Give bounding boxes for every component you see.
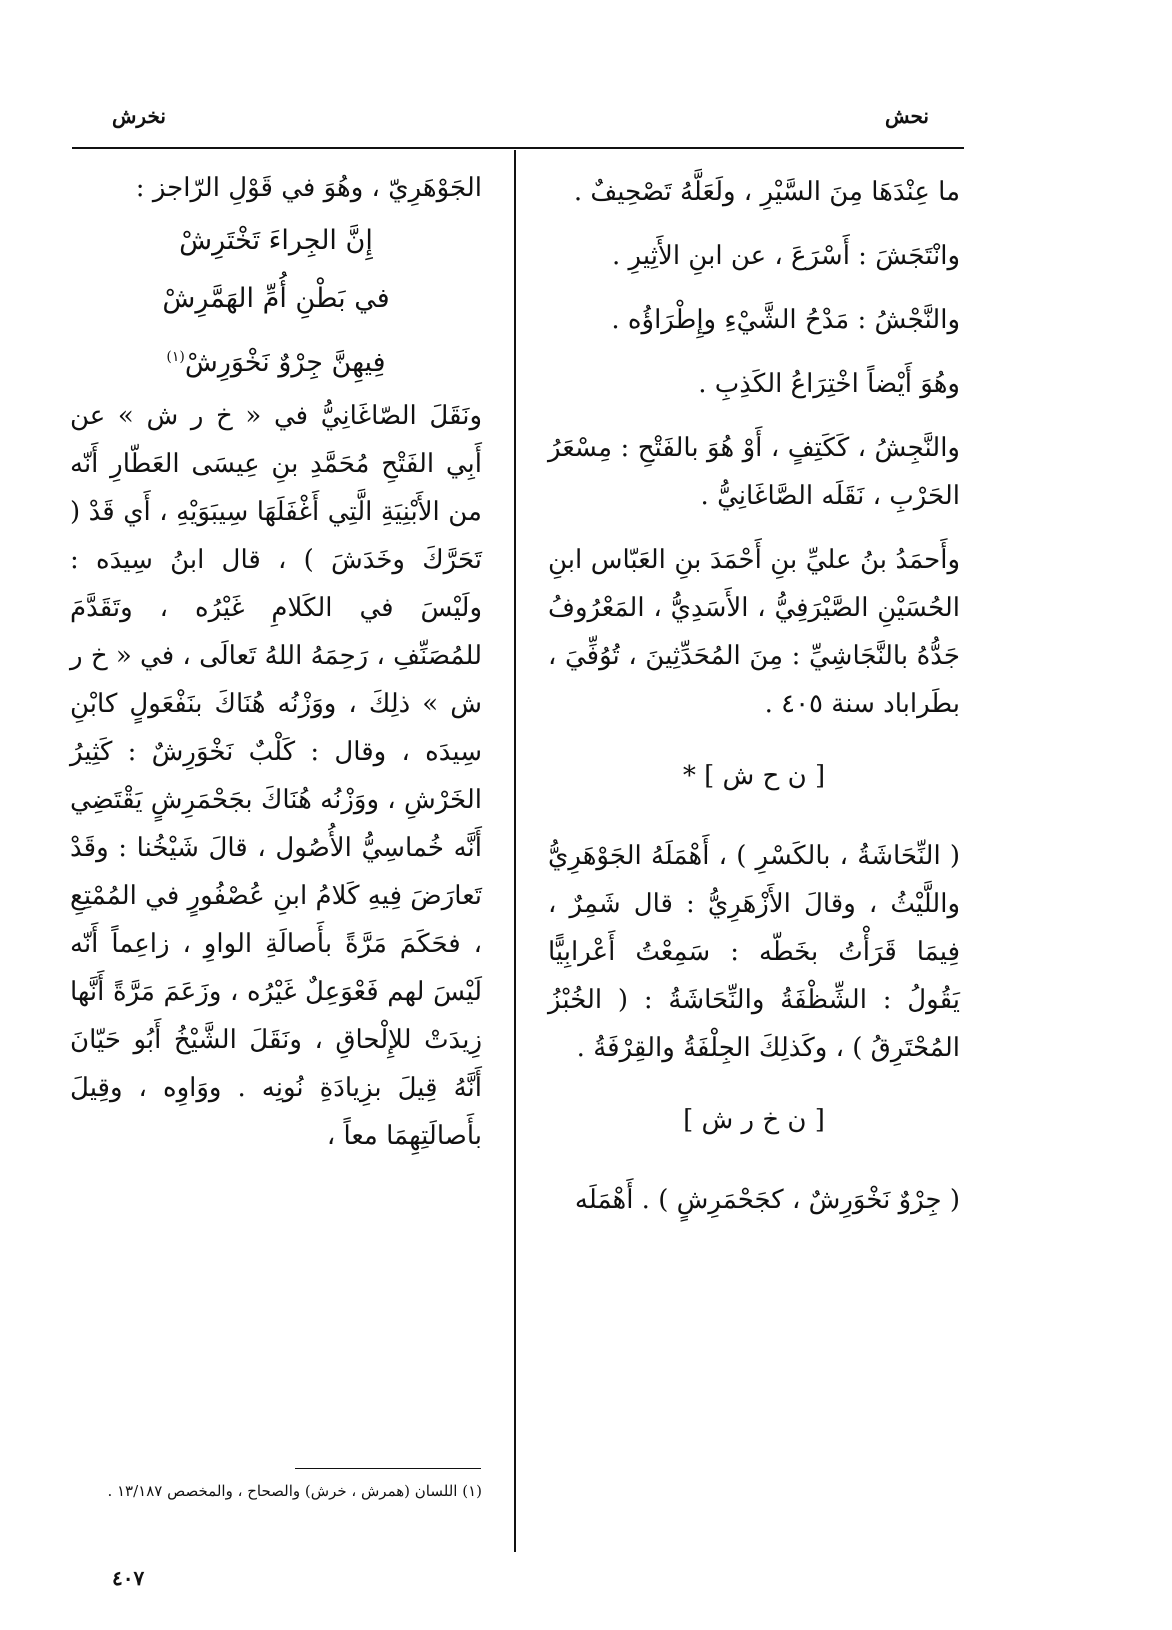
root-heading-nkhrsh: [ ن خ ر ش ] <box>683 1105 825 1135</box>
header-rule <box>72 147 964 149</box>
footnote: (١) اللسان (همرش ، خرش) والصحاح ، والمخصص ١٣/١٨٧ . <box>107 1482 482 1500</box>
entry-paragraph: ما عِنْدَهَا مِنَ السَّيْرِ ، ولَعَلَّهُ تَصْحِيفٌ . <box>573 177 960 207</box>
footnote-marker: (١) <box>166 349 185 365</box>
entry-paragraph: وانْتَجَشَ : أَسْرَعَ ، عن ابنِ الأَثِيرِ . <box>612 241 960 271</box>
verse-line: إِنَّ الجِراءَ تَخْتَرِشْ <box>179 225 373 256</box>
entry-paragraph: الجَوْهَرِيّ ، وهُوَ في قَوْلِ الرّاجز : <box>135 173 482 203</box>
verse-line: في بَطْنِ أُمِّ الهَمَّرِشْ <box>162 283 390 314</box>
entry-paragraph: والنَّجِشُ ، كَكَتِفٍ ، أَوْ هُوَ بالفَتْحِ : مِسْعَرُ الحَرْبِ ، نَقَلَه الصَّاغَانِيُّ . <box>548 433 960 511</box>
root-heading-nhsh: [ ن ح ش ] * <box>682 761 826 791</box>
left-column <box>70 164 482 1160</box>
column-divider <box>514 150 516 1552</box>
entry-paragraph: ونَقَلَ الصّاغَانِيُّ في « خ ر ش » عن أَبِي الفَتْحِ مُحَمَّدِ بنِ عِيسَى العَطّارِ أَنّه من الأَبْنِيَةِ الَّتِي أَغْفَلَهَا سِيبَوَيْهِ ، أَي قَدْ ( تَحَرَّكَ وخَدَشَ ) ، قال ابنُ سِيدَه : ولَيْسَ في الكَلامِ غَيْرُه ، وتَقَدَّمَ للمُصَنِّفِ ، رَحِمَهُ اللهُ تَعالَى ، في « خ ر ش » ذلِكَ ، ووَزْنُه هُنَاكَ بنَفْعَولٍ كابْنِ سِيدَه ، وقال : كَلْبٌ نَخْوَرِشٌ : كَثِيرُ الخَرْشِ ، ووَزْنُه هُنَاكَ بجَحْمَرِشٍ يَقْتَضِي أَنَّه خُماسِيُّ الأُصُول ، قالَ شَيْخُنا : وقَدْ تَعارَضَ فِيهِ كَلامُ ابنِ عُصْفُورٍ في المُمْتِعِ ، فحَكَمَ مَرَّةً بأَصالَةِ الواوِ ، زاعِماً أَنّه لَيْسَ لهم فَعْوَعِلٌ غَيْرُه ، وزَعَمَ مَرَّةً أَنَّها زِيدَتْ للإِلْحاقِ ، ونَقَلَ الشَّيْخُ أَبُو حَيّانَ أَنَّهُ قِيلَ بزِيادَةِ نُونِه . ووَاوِه ، وقِيلَ بأَصالَتِهِمَا معاً ، <box>70 401 482 1151</box>
page-number: ٤٠٧ <box>112 1566 145 1590</box>
footnote-rule <box>295 1468 481 1469</box>
entry-paragraph: وأَحمَدُ بنُ عليِّ بنِ أَحْمَدَ بنِ العَبّاس ابنِ الحُسَيْنِ الصَّيْرَفِيُّ ، الأَسَدِيُّ ، المَعْرُوفُ جَدُّهُ بالنَّجَاشِيِّ : مِنَ المُحَدِّثِينَ ، تُوُفِّيَ ، بطَراباد سنة ٤٠٥ . <box>548 545 960 719</box>
entry-paragraph: ( النِّحَاشَةُ ، بالكَسْرِ ) ، أَهْمَلَهُ الجَوْهَرِيُّ واللَّيْثُ ، وقالَ الأَزْهَرِيُّ : قال شَمِرٌ ، فِيمَا قَرَأْتُ بخَطّه : سَمِعْتُ أَعْرابِيًّا يَقُولُ : الشِّظْفَةُ والنِّحَاشَةُ : ( الخُبْزُ المُحْتَرِقُ ) ، وكَذلِكَ الجِلْفَةُ والقِرْفَةُ . <box>548 841 960 1063</box>
entry-paragraph: ( جِرْوٌ نَخْوَرِشٌ ، كجَحْمَرِشٍ ) . أَهْمَلَه <box>574 1185 960 1215</box>
running-head-left: نخرش <box>112 104 166 128</box>
right-column <box>548 168 960 1224</box>
entry-paragraph: وهُوَ أَيْضاً اخْتِرَاعُ الكَذِبِ . <box>698 369 960 399</box>
verse-text: فِيهِنَّ جِرْوٌ نَخْوَرِشْ <box>184 347 386 378</box>
entry-paragraph: والنَّجْشُ : مَدْحُ الشَّيْءِ وإِطْرَاؤُه . <box>611 305 960 335</box>
verse-line <box>70 328 482 392</box>
running-head-right: نحش <box>885 104 929 128</box>
